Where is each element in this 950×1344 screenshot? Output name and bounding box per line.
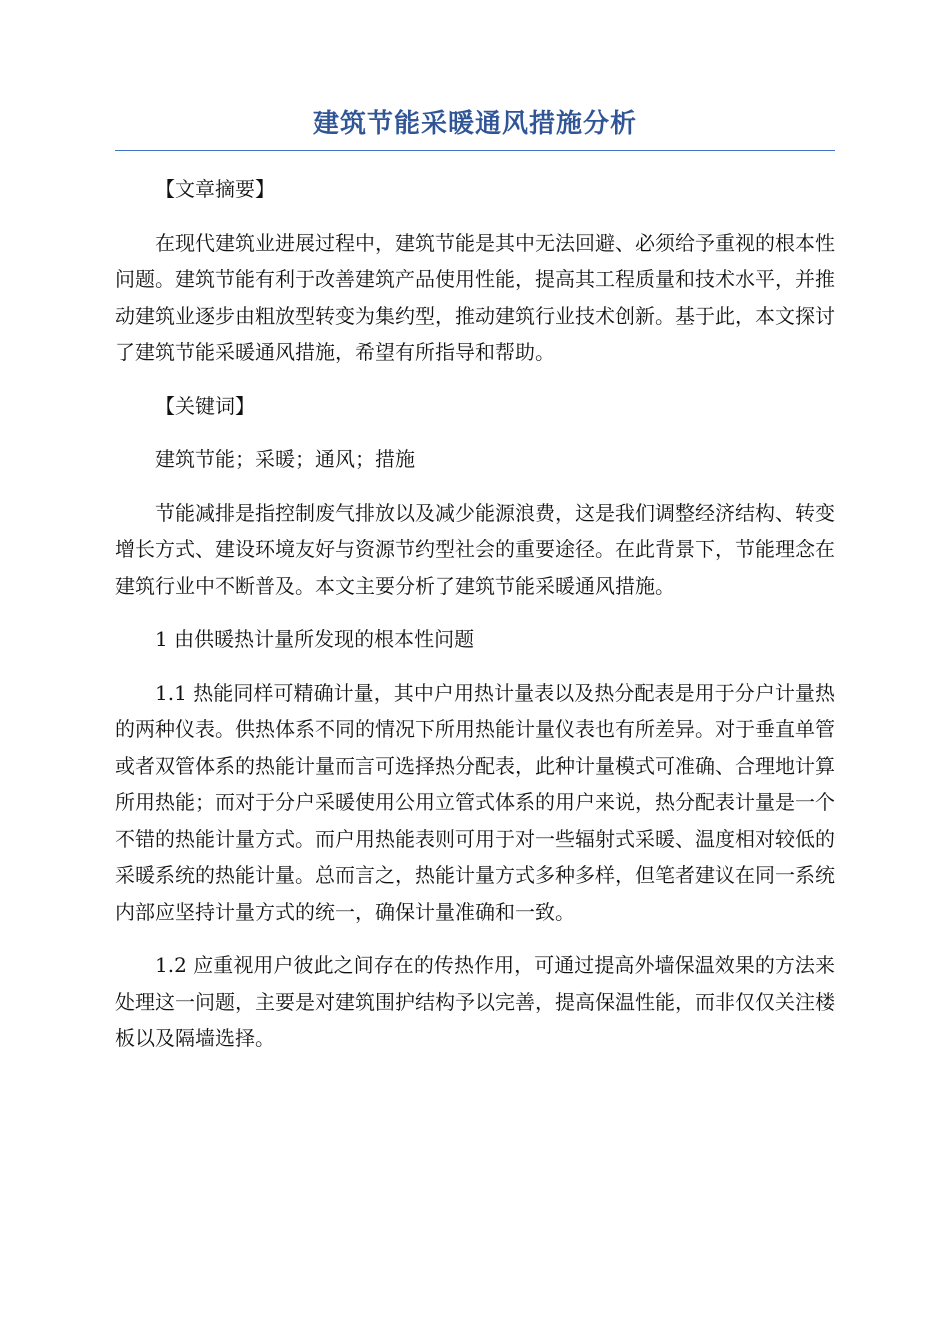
section-1-2-paragraph: 1.2 应重视用户彼此之间存在的传热作用，可通过提高外墙保温效果的方法来处理这一问题，主要是对建筑围护结构予以完善，提高保温性能，而非仅仅关注楼板以及隔墙选择。 <box>115 953 835 1050</box>
document-title: 建筑节能采暖通风措施分析 <box>312 109 637 139</box>
section-1-heading: 1 由供暖热计量所发现的根本性问题 <box>155 627 475 651</box>
intro-paragraph: 节能减排是指控制废气排放以及减少能源浪费，这是我们调整经济结构、转变增长方式、建设环境友好与资源节约型社会的重要途径。在此背景下，节能理念在建筑行业中不断普及。本文主要分析了建筑节能采暖通风措施。 <box>115 500 835 598</box>
abstract-heading: 【文章摘要】 <box>155 177 275 201</box>
document-page <box>115 104 835 1074</box>
title-underline <box>115 150 835 151</box>
keywords-heading: 【关键词】 <box>155 393 255 418</box>
abstract-paragraph: 在现代建筑业进展过程中，建筑节能是其中无法回避、必须给予重视的根本性问题。建筑节能有利于改善建筑产品使用性能，提高其工程质量和技术水平，并推动建筑业逐步由粗放型转变为集约型，推动建筑行业技术创新。基于此，本文探讨了建筑节能采暖通风措施，希望有所指导和帮助。 <box>115 230 835 364</box>
keywords-paragraph: 建筑节能；采暖；通风；措施 <box>155 447 415 471</box>
section-1-1-paragraph: 1.1 热能同样可精确计量，其中户用热计量表以及热分配表是用于分户计量热的两种仪表。供热体系不同的情况下所用热能计量仪表也有所差异。对于垂直单管或者双管体系的热能计量而言可选择热分配表，此种计量模式可准确、合理地计算所用热能；而对于分户采暖使用公用立管式体系的用户来说，热分配表计量是一个不错的热能计量方式。而户用热能表则可用于对一些辐射式采暖、温度相对较低的采暖系统的热能计量。总而言之，热能计量方式多种多样，但笔者建议在同一系统内部应坚持计量方式的统一，确保计量准确和一致。 <box>115 680 835 924</box>
